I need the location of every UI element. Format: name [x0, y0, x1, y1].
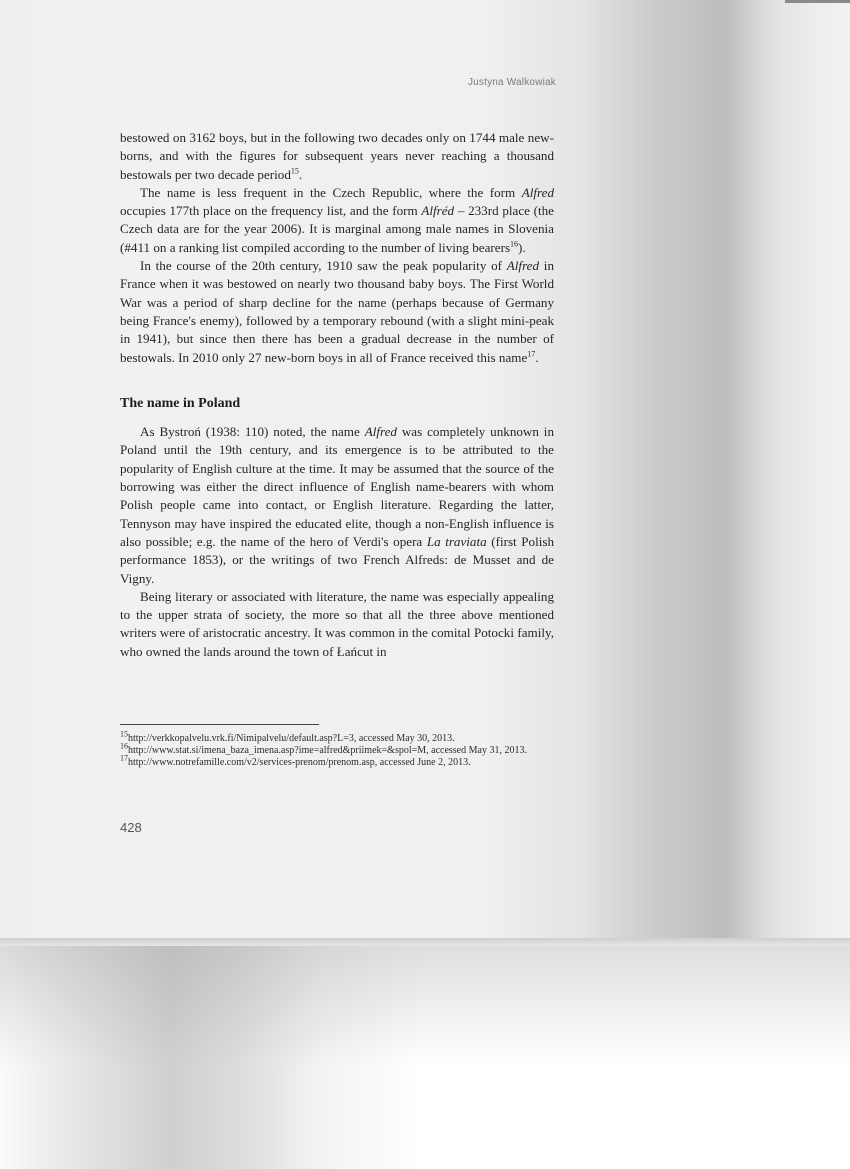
footnote-separator [120, 724, 319, 725]
paragraph: The name is less frequent in the Czech Republic, where the form Alfred occupies 177th place on the frequency list, and the form Alfréd – 233rd place (the Czech data are for the year 2006). It is marginal among male names in Slovenia (#411 on a ranking list compiled according to the number of living bearers$^{16}$). [120, 184, 554, 255]
footnote [120, 729, 554, 745]
footnote-number: 15 [120, 729, 128, 739]
page-number: 428 [120, 820, 142, 835]
footnote-link[interactable]: http://www.notrefamille.com/v2/services-prenom/prenom.asp, accessed June 2, 2013. [128, 756, 471, 768]
footnote-link[interactable]: http://www.stat.si/imena_baza_imena.asp?ime=alfred&priimek=&spol=M, accessed May 31, 2013. [128, 744, 527, 756]
footnote-ref: 17 [527, 349, 536, 359]
footnote-link[interactable]: http://verkkopalvelu.vrk.fi/Nimipalvelu/default.asp?L=3, accessed May 30, 2013. [128, 733, 455, 744]
footnotes [120, 729, 554, 768]
paragraph: bestowed on 3162 boys, but in the following two decades only on 1744 male new-borns, and with the figures for subsequent years never reaching a thousand bestowals per two decade period$^{15}$. [120, 130, 554, 182]
running-head: Justyna Walkowiak [467, 77, 556, 88]
body-text [120, 129, 554, 661]
paragraph: Being literary or associated with literature, the name was especially appealing to the upper strata of society, the more so that all the three above mentioned writers were of aristocratic ancestry. It was common in the comital Potocki family, who owned the lands around the town of Łańcut in [120, 588, 554, 659]
top-edge-mark [785, 0, 850, 3]
scan-shadow [0, 946, 850, 1169]
page-edge [0, 938, 850, 946]
footnote [120, 741, 554, 757]
paragraph: As Bystroń (1938: 110) noted, the name Alfred was completely unknown in Poland until the 19th century, and its emergence is to be attributed to the popularity of English culture at the time. It may be assumed that the source of the borrowing was either the direct influence of English name-bearers with whom Polish people came into contact, or English literature. Regarding the latter, Tennyson may have inspired the educated elite, though a non-English influence is also possible; e.g. the name of the hero of Verdi's opera La traviata (first Polish performance 1853), or the writings of two French Alfreds: de Musset and de Vigny. [120, 424, 554, 586]
footnote-number: 16 [120, 741, 128, 751]
section-heading: The name in Poland [120, 395, 241, 411]
footnote-ref: 15 [290, 166, 299, 176]
footnote-ref: 16 [510, 239, 519, 249]
paragraph: In the course of the 20th century, 1910 saw the peak popularity of Alfred in France when it was bestowed on nearly two thousand baby boys. The First World War was a period of sharp decline for the name (perhaps because of Germany being France's enemy), followed by a temporary rebound (with a slight mini-peak in 1941), but since then there has been a gradual decrease in the number of bestowals. In 2010 only 27 new-born boys in all of France received this name$^{17}$. [120, 258, 554, 365]
footnote [120, 753, 554, 769]
footnote-number: 17 [120, 753, 128, 763]
